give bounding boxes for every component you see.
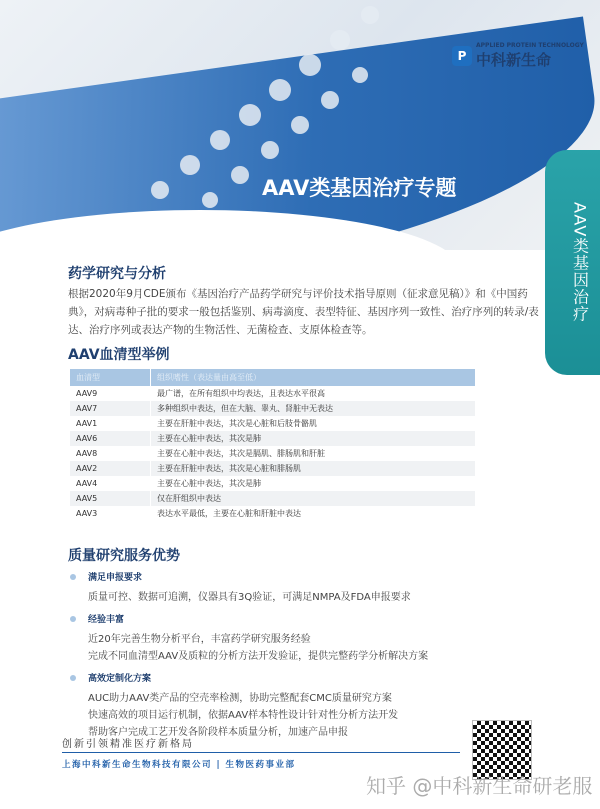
advantage-details [70, 690, 470, 741]
serotype-cell: AAV3 [70, 506, 151, 521]
serotype-table [70, 369, 475, 521]
company-name: 上海中科新生命生物科技有限公司 | 生物医药事业部 [62, 760, 296, 770]
section-heading-advantages: 质量研究服务优势 [68, 548, 180, 564]
advantage-title [70, 612, 470, 625]
pharma-paragraph: 根据2020年9月CDE颁布《基因治疗产品药学研究与评价技术指导原则（征求意见稿）》和《中国药典》，对病毒种子批的要求一般包括鉴别、病毒滴度、表型特征、基因序列一致性、治疗序列的转录/表达、治疗序列或表达产物的生物活性、无菌检查、支原体检查等。 [68, 288, 539, 336]
advantage-title-text: 满足申报要求 [88, 573, 143, 583]
company-logo [452, 42, 584, 70]
serotype-cell: AAV5 [70, 491, 151, 506]
serotype-cell: AAV7 [70, 401, 151, 416]
advantage-line: 近20年完善生物分析平台，丰富药学研究服务经验 [88, 634, 311, 645]
logo-en: APPLIED PROTEIN TECHNOLOGY [476, 42, 584, 49]
column-header: 组织嗜性（表达量由高至低） [151, 369, 476, 386]
table-row [70, 401, 475, 416]
table-row [70, 446, 475, 461]
bullet-icon [70, 675, 76, 681]
tissue-tropism-cell: 主要在肝脏中表达，其次是心脏和后肢骨骼肌 [157, 419, 317, 428]
advantage-line: 质量可控、数据可追溯，仪器具有3Q验证，可满足NMPA及FDA申报要求 [88, 592, 411, 603]
footer-divider [62, 752, 460, 753]
advantage-details [70, 631, 470, 665]
column-header: 血清型 [70, 369, 151, 386]
advantage-title-text: 经验丰富 [88, 615, 125, 625]
side-tab: AAV类基因治疗 [545, 150, 600, 375]
serotype-cell: AAV6 [70, 431, 151, 446]
tissue-tropism-cell: 多种组织中表达，但在大脑、睾丸、肾脏中无表达 [151, 401, 476, 416]
logo-icon: P [452, 46, 472, 66]
advantage-line: 快速高效的项目运行机制，依据AAV样本特性设计针对性分析方法开发 [88, 710, 399, 721]
slogan: 创新引领精准医疗新格局 [62, 739, 194, 750]
watermark: 知乎 @中科新生命研老服 [366, 774, 593, 798]
advantage-line: AUC助力AAV类产品的空壳率检测，协助完整配套CMC质量研究方案 [88, 693, 392, 704]
serotype-cell: AAV2 [70, 461, 151, 476]
advantages-list [70, 570, 470, 747]
serotype-cell: AAV8 [70, 446, 151, 461]
section-heading-pharma: 药学研究与分析 [68, 266, 166, 282]
table-row [70, 476, 475, 491]
tissue-tropism-cell: 仅在肝组织中表达 [151, 491, 476, 506]
tissue-tropism-cell: 最广谱，在所有组织中均表达，且表达水平很高 [157, 389, 325, 398]
tissue-tropism-cell: 主要在肝脏中表达，其次是心脏和腓肠肌 [151, 461, 476, 476]
tissue-tropism-cell: 主要在心脏中表达，其次是肺 [157, 479, 261, 488]
hero-banner [0, 0, 600, 250]
tissue-tropism-cell: 主要在心脏中表达，其次是膈肌、腓肠肌和肝脏 [157, 449, 325, 458]
logo-cn: 中科新生命 [476, 51, 552, 69]
bullet-icon [70, 616, 76, 622]
section-heading-serotypes: AAV血清型举例 [68, 347, 170, 363]
advantage-title-text: 高效定制化方案 [88, 674, 152, 684]
advantage-title [70, 570, 470, 583]
table-row [70, 431, 475, 446]
page-title: AAV类基因治疗专题 [262, 176, 457, 200]
table-row [70, 491, 475, 506]
serotype-cell: AAV4 [70, 476, 151, 491]
advantage-title [70, 671, 470, 684]
tissue-tropism-cell: 表达水平最低，主要在心脏和肝脏中表达 [157, 509, 301, 518]
advantage-details [70, 589, 470, 606]
table-row [70, 506, 475, 521]
table-row [70, 386, 475, 401]
table-row [70, 461, 475, 476]
serotype-cell: AAV1 [70, 416, 151, 431]
table-row [70, 416, 475, 431]
serotype-cell: AAV9 [70, 386, 151, 401]
bullet-icon [70, 574, 76, 580]
advantage-line: 帮助客户完成工艺开发各阶段样本质量分析，加速产品申报 [88, 727, 348, 738]
advantage-line: 完成不同血清型AAV及质粒的分析方法开发验证，提供完整药学分析解决方案 [88, 651, 429, 662]
tissue-tropism-cell: 主要在心脏中表达，其次是肺 [151, 431, 476, 446]
